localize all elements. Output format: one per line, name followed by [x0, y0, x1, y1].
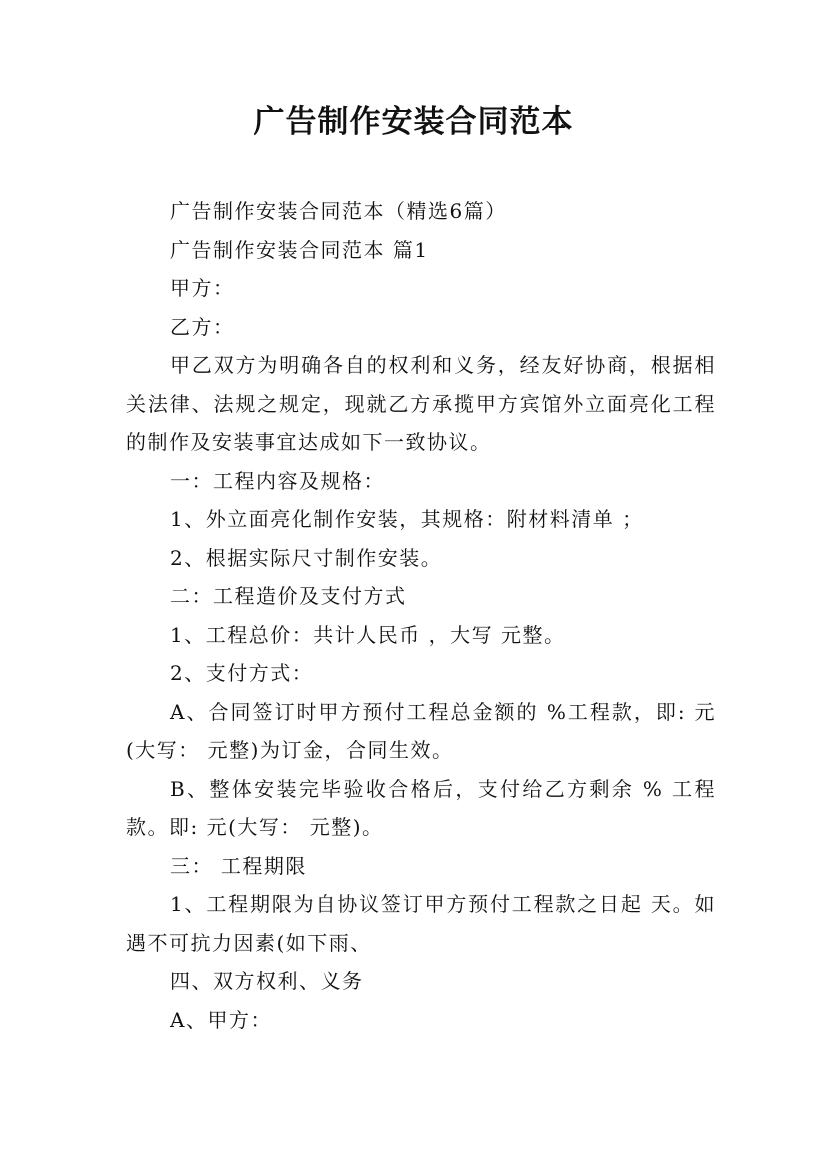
document-title: 广告制作安装合同范本	[253, 104, 574, 140]
paragraph-clause-2-title: 二：工程造价及支付方式	[170, 584, 407, 608]
paragraph-party-a: 甲方：	[170, 276, 235, 300]
paragraph-clause-2-b: B、整体安装完毕验收合格后，支付给乙方剩余 % 工程款。即: 元(大写： 元整)。	[126, 776, 716, 839]
paragraph-party-b: 乙方：	[170, 314, 235, 339]
paragraph-clause-1-2: 2、根据实际尺寸制作安装。	[170, 545, 443, 570]
paragraph-clause-1-1: 1、外立面亮化制作安装，其规格：附材料清单 ；	[170, 507, 644, 531]
paragraph-clause-4-a: A、甲方：	[170, 1007, 272, 1032]
paragraph-clause-4-title: 四、双方权利、义务	[170, 969, 364, 993]
paragraph-heading: 广告制作安装合同范本（精选6篇）	[170, 199, 507, 223]
paragraph-section-title: 广告制作安装合同范本 篇1	[170, 237, 429, 262]
document-body	[126, 192, 716, 1039]
paragraph-clause-1-title: 一：工程内容及规格：	[170, 468, 385, 493]
paragraph-clause-2-1: 1、工程总价：共计人民币 ，大写 元整。	[170, 622, 566, 647]
paragraph-clause-3-title: 三： 工程期限	[170, 853, 307, 878]
paragraph-preamble: 甲乙双方为明确各自的权利和义务，经友好协商，根据相关法律、法规之规定，现就乙方承揽甲方宾馆外立面亮化工程的制作及安装事宜达成如下一致协议。	[126, 353, 716, 454]
paragraph-clause-3-1: 1、工程期限为自协议签订甲方预付工程款之日起 天。如遇不可抗力因素(如下雨、	[126, 892, 716, 955]
paragraph-clause-2-a: A、合同签订时甲方预付工程总金额的 %工程款，即: 元(大写： 元整)为订金，合同生效。	[126, 699, 716, 762]
paragraph-clause-2-2: 2、支付方式：	[170, 661, 314, 685]
